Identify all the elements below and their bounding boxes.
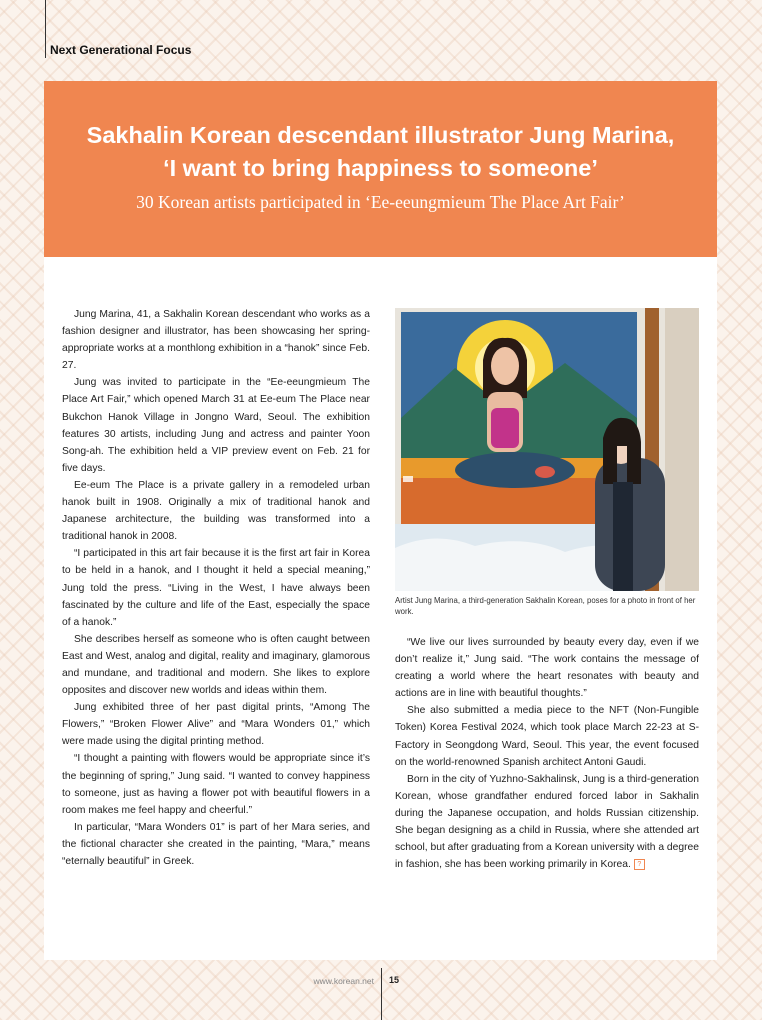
paragraph: She describes herself as someone who is often caught between East and West, analog and digital, reality and imaginary, glamorous and mundane, and traditional and modern. She likes to explore opposites and discover new worlds and ideas within them.: [62, 633, 370, 697]
footer-rule: [381, 968, 382, 1020]
right-column: [395, 634, 699, 873]
article-header: [44, 81, 717, 257]
paragraph: She also submitted a media piece to the NFT (Non-Fungible Token) Korea Festival 2024, which took place March 22-23 at S-Factory in Seongdong Ward, Seoul. This year, the event focused on the world-renowned Spanish architect Antoni Gaudi.: [395, 705, 699, 768]
article-subtitle: 30 Korean artists participated in ‘Ee-eeungmieum The Place Art Fair’: [136, 192, 625, 212]
paragraph: Ee-eum The Place is a private gallery in a remodeled urban hanok built in 1908. Originally a mix of traditional hanok and Japanese architecture, the building was transformed into a traditional hanok in 2008.: [62, 479, 370, 543]
paragraph: “I thought a painting with flowers would be appropriate since it’s the beginning of spring,” Jung said. “I wanted to convey happiness to someone, just as having a flower pot with beautiful flowers in a room makes me feel happy and cheerful.”: [62, 753, 370, 816]
paragraph: “We live our lives surrounded by beauty every day, even if we don’t realize it,” Jung said. “The work contains the message of creating a world where the heart resonates with beauty and actions are in line with beautiful thoughts.”: [395, 637, 699, 700]
left-column: [62, 306, 370, 870]
page-number: 15: [389, 975, 400, 985]
title-line-1: Sakhalin Korean descendant illustrator Jung Marina,: [86, 122, 675, 148]
photo-caption: Artist Jung Marina, a third-generation Sakhalin Korean, poses for a photo in front of her work.: [395, 596, 696, 616]
artist-photo-illustration: [395, 308, 699, 591]
paragraph: “I participated in this art fair because it is the first art fair in Korea to be held in a hanok, and I thought it held a special meaning,” Jung told the press. “Living in the West, I have always been fascinated by the culture and life of the East, especially the space of a hanok.”: [62, 548, 370, 628]
paragraph: Jung exhibited three of her past digital prints, “Among The Flowers,” “Broken Flower Alive” and “Mara Wonders 01,” which were made using the digital printing method.: [62, 702, 370, 748]
article-body: [44, 257, 717, 960]
top-rule: [45, 0, 46, 58]
end-mark-icon: ?: [634, 859, 645, 870]
article-title: [64, 119, 697, 185]
artist-photo: [395, 308, 699, 591]
paragraph: Jung was invited to participate in the “Ee-eeungmieum The Place Art Fair,” which opened March 31 at Ee-eum The Place near Bukchon Hanok Village in Jongno Ward, Seoul. The exhibition features 30 artists, including Jung and actress and painter Yoon Song-ah. The exhibition held a VIP preview event on Feb. 21 for five days.: [62, 377, 370, 474]
paragraph: In particular, “Mara Wonders 01” is part of her Mara series, and the fictional character she created in the painting, “Mara,” means “eternally beautiful” in Greek.: [62, 821, 370, 867]
paragraph: [395, 771, 699, 874]
paragraph-text: Born in the city of Yuzhno-Sakhalinsk, Jung is a third-generation Korean, whose grandfather endured forced labor in Sakhalin during the Japanese occupation, and holds Russian citizenship. She began designing as a child in Russia, where she attended art school, but after graduating from a Korean university with a degree in fashion, she has been working primarily in Korea.: [395, 773, 699, 871]
title-line-2: ‘I want to bring happiness to someone’: [163, 155, 598, 181]
section-label: Next Generational Focus: [50, 43, 192, 57]
footer-website: www.korean.net: [313, 976, 374, 986]
paragraph: Jung Marina, 41, a Sakhalin Korean descendant who works as a fashion designer and illustrator, has been showcasing her spring-appropriate works at a monthlong exhibition in a “hanok” since Feb. 27.: [62, 309, 370, 372]
